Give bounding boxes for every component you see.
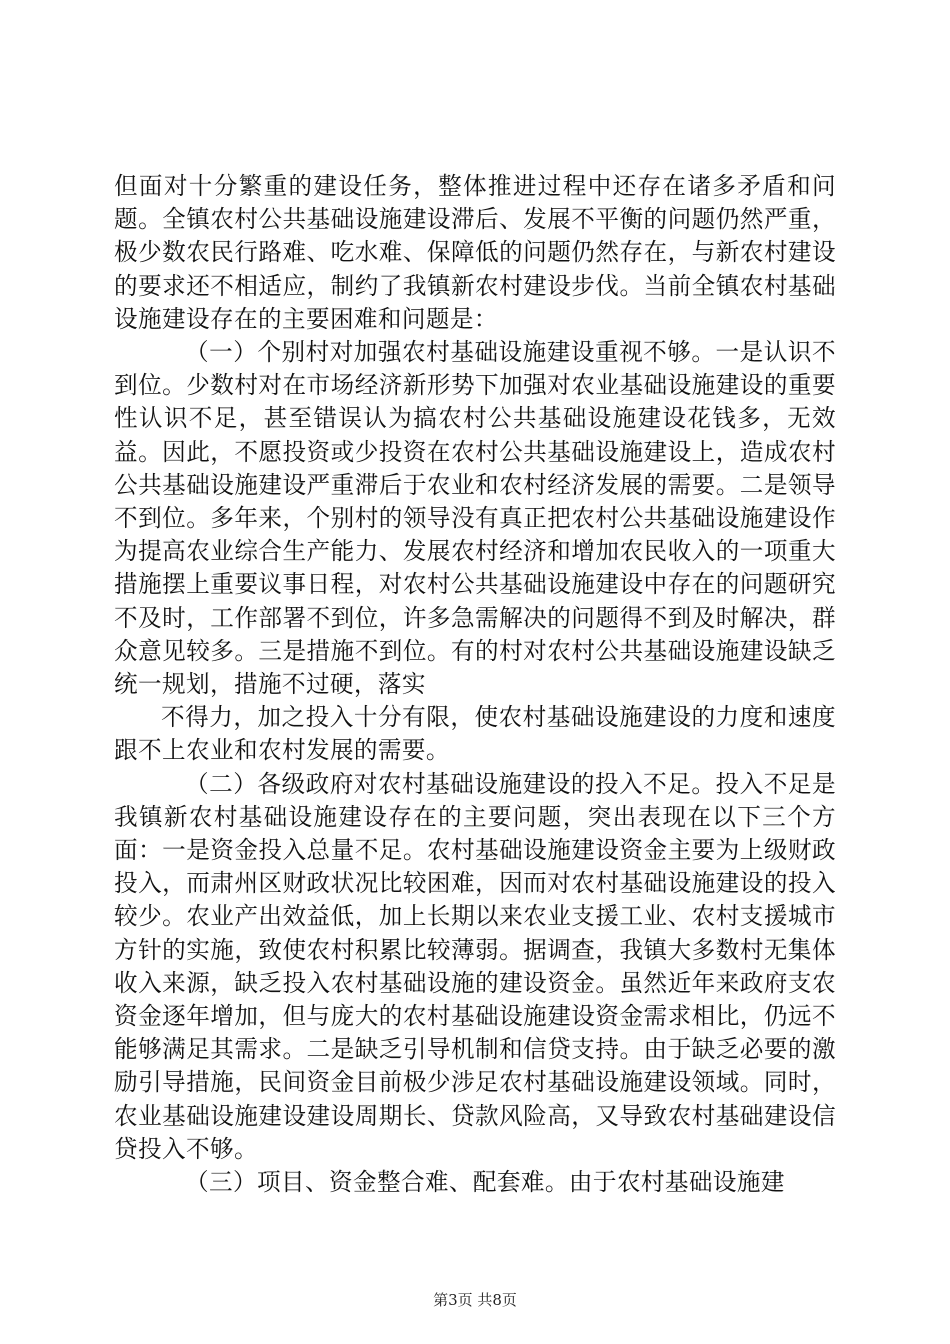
paragraph-intro: 但面对十分繁重的建设任务，整体推进过程中还存在诸多矛盾和问题。全镇农村公共基础设施建设滞后、发展不平衡的问题仍然严重，极少数农民行路难、吃水难、保障低的问题仍然存在，与新农村建设的要求还不相适应，制约了我镇新农村建设步伐。当前全镇农村基础设施建设存在的主要困难和问题是：	[114, 172, 836, 333]
paragraph-section-1: （一）个别村对加强农村基础设施建设重视不够。一是认识不到位。少数村对在市场经济新形势下加强对农业基础设施建设的重要性认识不足，甚至错误认为搞农村公共基础设施建设花钱多，无效益。因此，不愿投资或少投资在农村公共基础设施建设上，造成农村公共基础设施建设严重滞后于农业和农村经济发展的需要。二是领导不到位。多年来，个别村的领导没有真正把农村公共基础设施建设作为提高农业综合生产能力、发展农村经济和增加农民收入的一项重大措施摆上重要议事日程，对农村公共基础设施建设中存在的问题研究不及时，工作部署不到位，许多急需解决的问题得不到及时解决，群众意见较多。三是措施不到位。有的村对农村公共基础设施建设缺乏统一规划，措施不过硬，落实	[114, 338, 836, 699]
paragraph-section-3: （三）项目、资金整合难、配套难。由于农村基础设施建	[185, 1168, 785, 1197]
paragraph-section-2: （二）各级政府对农村基础设施建设的投入不足。投入不足是我镇新农村基础设施建设存在的主要问题，突出表现在以下三个方面：一是资金投入总量不足。农村基础设施建设资金主要为上级财政投入，而肃州区财政状况比较困难，因而对农村基础设施建设的投入较少。农业产出效益低，加上长期以来农业支援工业、农村支援城市方针的实施，致使农村积累比较薄弱。据调查，我镇大多数村无集体收入来源，缺乏投入农村基础设施的建设资金。虽然近年来政府支农资金逐年增加，但与庞大的农村基础设施建设资金需求相比，仍远不能够满足其需求。二是缺乏引导机制和信贷支持。由于缺乏必要的激励引导措施，民间资金目前极少涉足农村基础设施建设领域。同时，农业基础设施建设建设周期长、贷款风险高，又导致农村基础建设信贷投入不够。	[114, 769, 836, 1163]
paragraph-section-1-continued: 不得力，加之投入十分有限，使农村基础设施建设的力度和速度跟不上农业和农村发展的需要。	[114, 703, 836, 765]
page-number-footer: 第3页 共8页	[433, 1291, 517, 1309]
document-body	[114, 170, 836, 1199]
